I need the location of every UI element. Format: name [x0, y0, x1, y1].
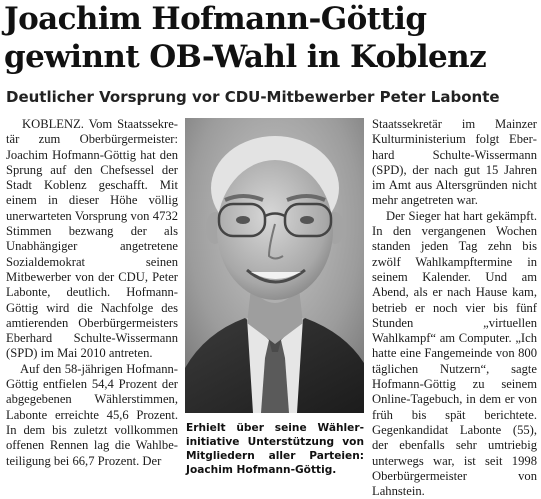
- article-headline: Joachim Hofmann-Göttig gewinnt OB-Wahl in Koblenz: [4, 1, 487, 75]
- left-paragraph-1: KOBLENZ. Vom Staatssekretär zum Oberbürgermeister: Joachim Hofmann-Göttig hat den Sprung auf den Chefsessel der Stadt Koblenz geschafft. Mit einem in dieser Höhe völlig unerwarteten Vorsprung von 4732 Stimmen bezwang der als Unabhängiger angetretene Sozialdemokrat seinen Mitbewerber von der CDU, Peter Labonte, deutlich. Hofmann-Göttig wird die Nachfolge des amtierenden Oberbürgermeisters Eberhard Schulte-Wissermann (SPD) im Mai 2010 antreten.: [6, 117, 178, 361]
- article-column-right: [372, 117, 537, 499]
- right-paragraph-1: Staatssekretär im Mainzer Kulturministerium folgt Eberhard Schulte-Wissermann (SPD), der nach gut 15 Jahren im Amt aus Altersgründen nicht mehr angetreten war.: [372, 117, 537, 208]
- right-paragraph-2: Der Sieger hat hart gekämpft. In den vergangenen Wochen standen jeden Tag zehn bis zwölf Wahlkampftermine in seinem Kalender. Und am Abend, als er nach Hause kam, betrieb er noch vier bis fünf Stunden „virtuellen Wahlkampf“ am Computer. „Ich hatte eine Fangemeinde von 800 täglichen Nutzern“, sagte Hofmann-Göttig zu seinem Online-Tagebuch, in dem er von früh bis spät berichtete. Gegenkandidat Labonte (55), der ebenfalls sehr umtriebig unterwegs war, ist seit 1998 Oberbürgermeister von Lahnstein.: [372, 208, 537, 499]
- left-paragraph-2: Auf den 58-jährigen Hofmann-Göttig entfielen 54,4 Prozent der abgegebenen Wählerstimmen, Labonte erreichte 45,6 Prozent. In dem bis zuletzt vollkommen offenen Rennen lag die Wahlbeteiligung bei 66,7 Prozent. Der: [6, 361, 178, 468]
- article-column-left: [6, 117, 178, 469]
- photo-caption: Erhielt über seine Wählerinitiative Unterstützung von Mitgliedern aller Parteien: Joachim Hofmann-Göttig.: [186, 422, 364, 476]
- article-subheadline: Deutlicher Vorsprung vor CDU-Mitbewerber Peter Labonte: [6, 88, 500, 106]
- portrait-photo: [185, 118, 364, 413]
